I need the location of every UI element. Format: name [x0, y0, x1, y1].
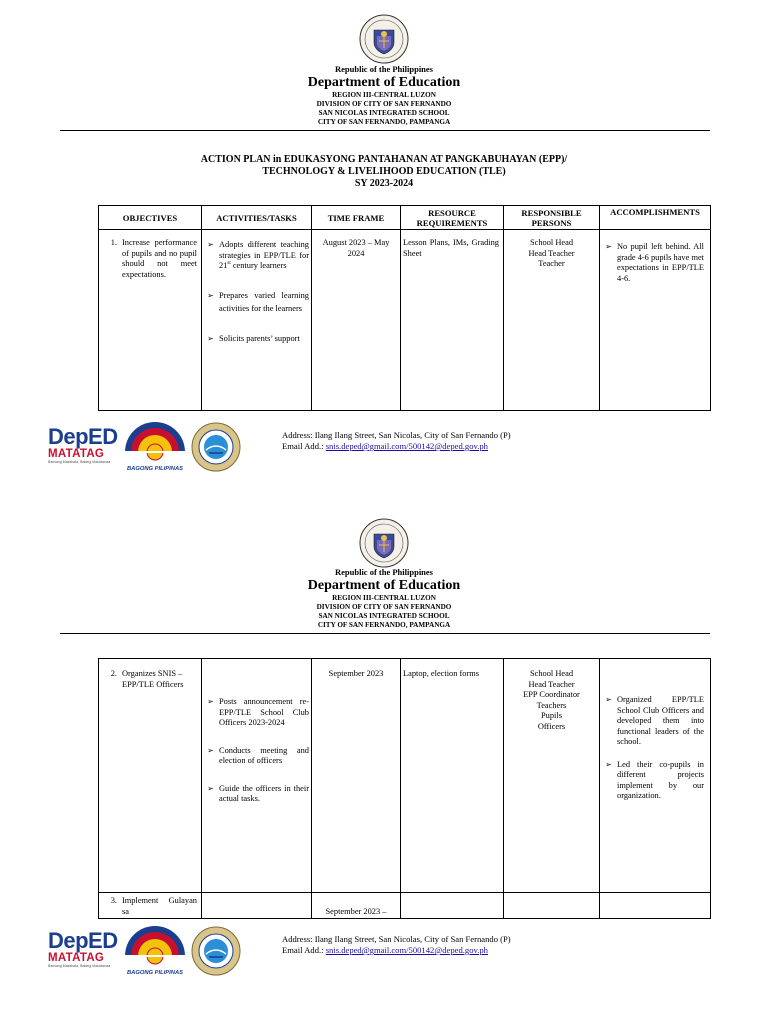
bagong-pilipinas-text: BAGONG PILIPINAS: [126, 970, 184, 976]
responsible-person: School Head: [529, 238, 574, 247]
email-link[interactable]: snis.deped@gmail.com/500142@deped.gov.ph: [325, 441, 488, 451]
city-text: CITY OF SAN FERNANDO, PAMPANGA: [317, 621, 451, 629]
deped-seal-icon: [359, 14, 409, 64]
republic-text: Republic of the Philippines: [334, 567, 433, 577]
action-plan-table-continued: [98, 658, 711, 919]
responsible-person: Officers: [537, 721, 566, 731]
accomplishments-cell: [600, 230, 711, 411]
matatag-logo-text: MATATAG: [48, 448, 105, 460]
title-line-3: SY 2023-2024: [354, 178, 414, 189]
accomplishments-cell: [600, 659, 711, 893]
sun-rays-icon: [120, 420, 190, 466]
bagong-pilipinas-logo: [120, 924, 190, 982]
arrow-bullet-icon: ➢: [605, 242, 612, 251]
department-title: Department of Education: [307, 578, 461, 593]
activities-cell: [202, 893, 312, 919]
responsible-person: School Head: [529, 669, 574, 678]
time-frame-cell: September 2023: [312, 659, 401, 893]
page-1: [0, 0, 768, 500]
school-text: SAN NICOLAS INTEGRATED SCHOOL: [318, 612, 450, 620]
email-label: Email Add.:: [282, 945, 326, 955]
col-responsible-l1: RESPONSIBLE: [521, 207, 582, 218]
arrow-bullet-icon: ➢: [207, 697, 214, 706]
snis-school-seal-icon: [191, 926, 241, 976]
col-resources-l1: RESOURCE: [428, 207, 476, 218]
sun-rays-icon: [120, 924, 190, 970]
responsible-person: Pupils: [541, 711, 562, 720]
responsible-person: Head Teacher: [528, 679, 575, 689]
objective-cell: [99, 230, 202, 411]
email-line: [282, 945, 511, 956]
arrow-bullet-icon: ➢: [605, 759, 612, 769]
activities-cell: [202, 659, 312, 893]
activity-text: Adopts different teaching strategies in EPP/TLE for 21: [219, 240, 309, 270]
activity-sup: st: [227, 261, 231, 267]
table-row: [99, 230, 711, 411]
department-title: Department of Education: [307, 75, 461, 90]
bagong-pilipinas-logo: [120, 420, 190, 478]
address-text: Address: Ilang Ilang Street, San Nicolas, City of San Fernando (P): [282, 934, 511, 944]
division-text: DIVISION OF CITY OF SAN FERNANDO: [316, 100, 452, 108]
contact-block: [282, 934, 511, 956]
objective-number: 3.: [110, 896, 117, 905]
email-link[interactable]: snis.deped@gmail.com/500142@deped.gov.ph: [325, 945, 488, 955]
col-objectives: OBJECTIVES: [99, 206, 202, 230]
header-rule: [60, 633, 710, 634]
activity-item: [202, 332, 309, 345]
resources-cell: Laptop, election forms: [401, 659, 504, 893]
deped-matatag-logo: [48, 928, 118, 978]
resources-cell: Lesson Plans, IMs, Grading Sheet: [401, 230, 504, 411]
deped-logo-text: DepED: [48, 928, 118, 953]
col-time-frame: TIME FRAME: [312, 206, 401, 230]
email-label: Email Add.:: [282, 441, 326, 451]
snis-school-seal-icon: [191, 422, 241, 472]
responsible-person: Teachers: [536, 700, 567, 710]
matatag-tagline: Bansang Makabata, Batang Makabansa: [48, 964, 111, 968]
contact-block: [282, 430, 511, 452]
time-frame-cell: August 2023 – May 2024: [312, 230, 401, 411]
arrow-bullet-icon: ➢: [207, 240, 214, 249]
arrow-bullet-icon: ➢: [207, 783, 214, 793]
document-title: [0, 154, 768, 190]
accomplishment-item: [600, 695, 704, 748]
division-text: DIVISION OF CITY OF SAN FERNANDO: [316, 603, 452, 611]
activity-text: Guide the officers in their actual tasks.: [219, 783, 309, 803]
bagong-pilipinas-text: BAGONG PILIPINAS: [126, 466, 184, 472]
objective-cell: [99, 893, 202, 919]
letterhead: [0, 567, 768, 630]
arrow-bullet-icon: ➢: [207, 290, 214, 300]
objective-number: 2.: [110, 669, 117, 678]
activity-item: [202, 697, 309, 729]
table-row: [99, 659, 711, 893]
col-resources-l2: REQUIREMENTS: [416, 217, 488, 228]
matatag-logo-text: MATATAG: [48, 952, 105, 964]
email-line: [282, 441, 511, 452]
responsible-person: Teacher: [538, 259, 565, 268]
deped-logo-text: DepED: [48, 424, 118, 449]
city-text: CITY OF SAN FERNANDO, PAMPANGA: [317, 118, 451, 126]
objective-text: Organizes SNIS –EPP/TLE Officers: [122, 669, 184, 689]
matatag-tagline: Bansang Makabata, Batang Makabansa: [48, 460, 111, 464]
title-line-1: ACTION PLAN in EDUKASYONG PANTAHANAN AT PANGKABUHAYAN (EPP)/: [200, 154, 568, 165]
accomplishment-text: No pupil left behind. All grade 4-6 pupils have met expectations in EPP/TLE 4-6.: [617, 242, 704, 283]
activity-item: [202, 784, 309, 805]
table-header-row: [99, 206, 711, 230]
header-rule: [60, 130, 710, 131]
accomplishment-item: [600, 242, 704, 284]
school-text: SAN NICOLAS INTEGRATED SCHOOL: [318, 109, 450, 117]
title-line-2: TECHNOLOGY & LIVELIHOOD EDUCATION (TLE): [262, 166, 506, 177]
activity-text: Solicits parents’ support: [219, 333, 300, 343]
objective-text: Increase performance of pupils and no pupil should not meet expectations.: [122, 238, 197, 279]
accomplishments-cell: [600, 893, 711, 919]
activity-text: Prepares varied learning activities for the learners: [219, 290, 309, 313]
activity-text: Posts announcement re-EPP/TLE School Club Officers 2023-2024: [219, 697, 309, 727]
accomplishment-text: Led their co-pupils in different projects implement by our organization.: [617, 759, 704, 800]
footer: [0, 924, 768, 984]
region-text: REGION III-CENTRAL LUZON: [332, 91, 436, 99]
objective-text: Implement Gulayan sa: [122, 896, 197, 916]
action-plan-table: [98, 205, 711, 411]
col-responsible-l2: PERSONS: [531, 217, 572, 228]
activity-text: Conducts meeting and election of officers: [219, 745, 309, 765]
deped-matatag-logo: [48, 424, 118, 474]
region-text: REGION III-CENTRAL LUZON: [332, 594, 436, 602]
accomplishment-item: [600, 760, 704, 802]
objective-number: 1.: [110, 238, 117, 247]
footer: [0, 420, 768, 480]
col-responsible: [504, 206, 600, 230]
table-row: [99, 893, 711, 919]
responsible-person: Head Teacher: [528, 248, 575, 258]
time-frame-cell: September 2023 –: [312, 893, 401, 919]
activity-item: [202, 240, 309, 272]
col-resources: [401, 206, 504, 230]
responsible-cell: [504, 893, 600, 919]
deped-seal-icon: [359, 518, 409, 568]
republic-text: Republic of the Philippines: [334, 64, 433, 74]
page-2: [0, 512, 768, 1024]
letterhead: [0, 64, 768, 127]
col-activities: ACTIVITIES/TASKS: [202, 206, 312, 230]
responsible-cell: [504, 230, 600, 411]
col-accomplishments: ACCOMPLISHMENTS: [600, 206, 711, 230]
accomplishment-text: Organized EPP/TLE School Club Officers and developed them into functional leaders of the school.: [617, 695, 704, 746]
responsible-person: EPP Coordinator: [523, 690, 580, 699]
activity-item: [202, 746, 309, 767]
responsible-cell: [504, 659, 600, 893]
resources-cell: [401, 893, 504, 919]
arrow-bullet-icon: ➢: [605, 695, 612, 704]
address-text: Address: Ilang Ilang Street, San Nicolas, City of San Fernando (P): [282, 430, 511, 440]
objective-cell: [99, 659, 202, 893]
activity-item: [202, 289, 309, 315]
arrow-bullet-icon: ➢: [207, 333, 214, 343]
arrow-bullet-icon: ➢: [207, 745, 214, 755]
activities-cell: [202, 230, 312, 411]
activity-text-end: century learners: [230, 261, 287, 270]
